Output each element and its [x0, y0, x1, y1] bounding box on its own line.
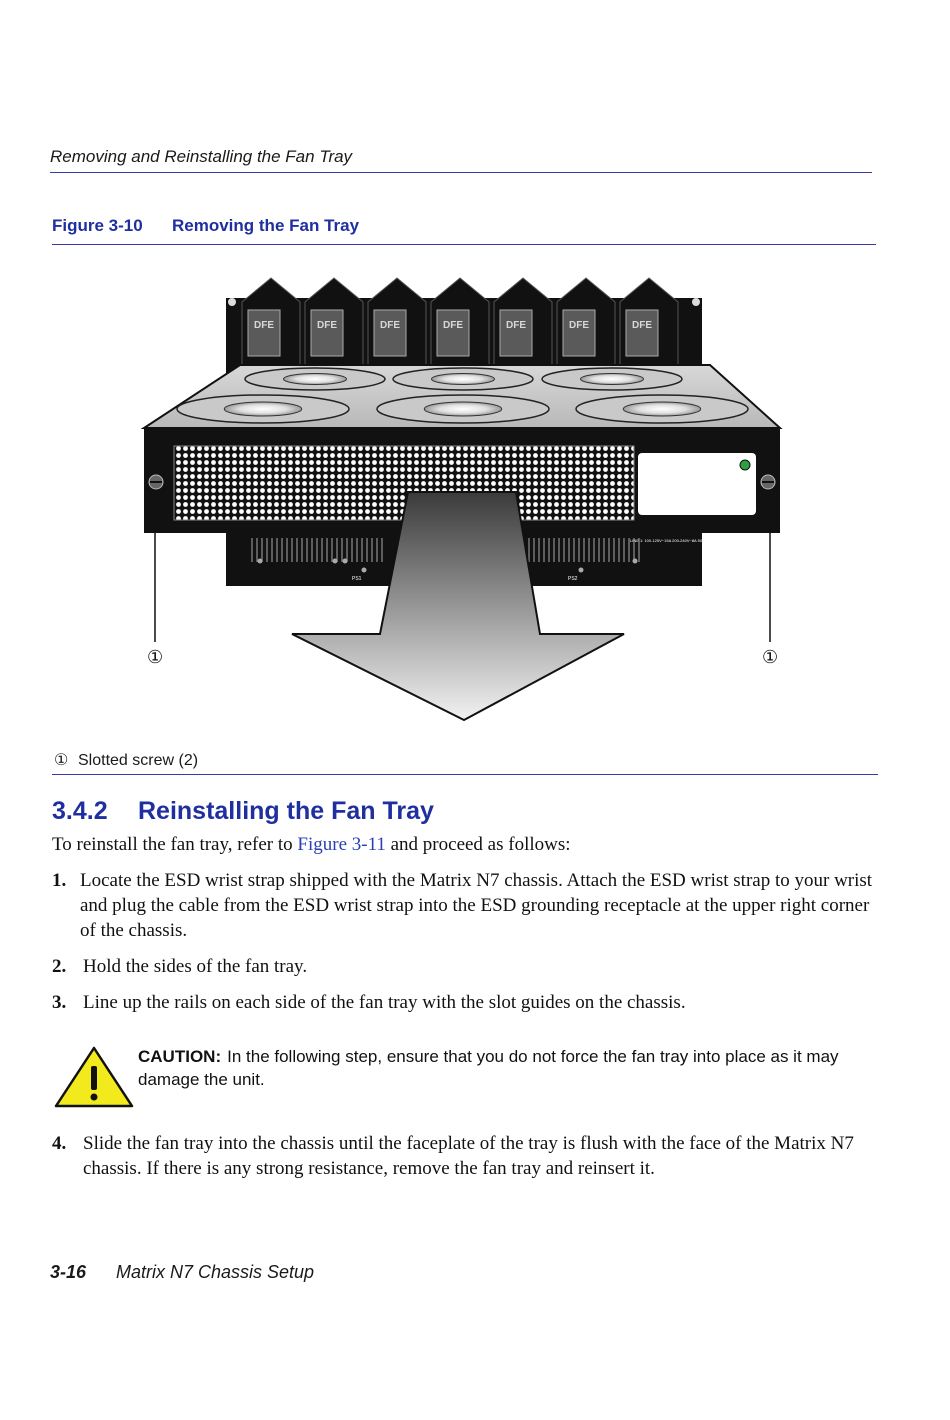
fan-tray-illustration	[140, 270, 790, 730]
dfe-module	[431, 278, 489, 365]
dfe-module	[242, 278, 300, 365]
dfe-module-label: DFE	[317, 320, 337, 331]
caution-body: In the following step, ensure that you do not force the fan tray into place as it may damage the unit.	[138, 1047, 839, 1089]
dfe-module	[305, 278, 363, 365]
dfe-module-label: DFE	[443, 320, 463, 331]
callout-right: ①	[762, 647, 779, 668]
fan-row	[177, 368, 748, 423]
dfe-module-label: DFE	[506, 320, 526, 331]
fan-hub	[284, 374, 347, 385]
step-text: Slide the fan tray into the chassis until the faceplate of the tray is flush with the face of the Matrix N7 chassis. If there is any strong resistance, remove the fan tray and reinsert it.	[83, 1133, 854, 1179]
module-row	[242, 278, 678, 365]
step-4	[52, 1131, 882, 1181]
figure-legend	[54, 750, 198, 770]
section-title: Reinstalling the Fan Tray	[138, 797, 434, 825]
fan-hub	[224, 402, 301, 416]
fan-hub	[623, 402, 700, 416]
caution-label: CAUTION:	[138, 1047, 222, 1066]
fan-hub	[432, 374, 495, 385]
dfe-module	[494, 278, 552, 365]
psu-label-2: PS2	[568, 576, 578, 582]
section-heading	[52, 797, 434, 826]
header-rule	[50, 172, 872, 173]
figure-caption	[52, 216, 359, 236]
figure-link[interactable]: Figure 3-11	[297, 834, 386, 855]
psu-label-1: PS1	[352, 576, 362, 582]
dfe-module	[368, 278, 426, 365]
intro-paragraph	[52, 832, 882, 857]
caution-note	[138, 1045, 878, 1091]
figure-title: Removing the Fan Tray	[172, 216, 360, 235]
dfe-module	[557, 278, 615, 365]
section-number: 3.4.2	[52, 797, 108, 825]
callout-left: ①	[147, 647, 164, 668]
step-2	[52, 954, 882, 979]
step-number: 4.	[52, 1133, 67, 1154]
legend-text: Slotted screw (2)	[78, 752, 199, 769]
dfe-module-label: DFE	[632, 320, 652, 331]
step-text: Locate the ESD wrist strap shipped with the Matrix N7 chassis. Attach the ESD wrist strap to your wrist and plug the cable from the ESD wrist strap into the ESD grounding receptacle at the upper right corner of the chassis.	[80, 870, 873, 941]
step-3	[52, 990, 882, 1015]
power-rating-label: LINE 1: 100-125V~15A 200-240V~8A 50/60Hz	[630, 538, 713, 543]
footer-title: Matrix N7 Chassis Setup	[116, 1262, 315, 1282]
dfe-module-label: DFE	[254, 320, 274, 331]
dfe-module	[620, 278, 678, 365]
warning-triangle-icon	[54, 1046, 134, 1108]
running-head: Removing and Reinstalling the Fan Tray	[50, 147, 353, 166]
step-text: Hold the sides of the fan tray.	[83, 956, 308, 977]
fan-hub	[581, 374, 644, 385]
figure-rule	[52, 244, 876, 245]
dfe-module-label: DFE	[569, 320, 589, 331]
step-number: 2.	[52, 956, 67, 977]
fan-hub	[424, 402, 501, 416]
legend-rule	[52, 774, 878, 775]
legend-callout: ①	[54, 752, 69, 769]
intro-text-after: and proceed as follows:	[385, 834, 571, 855]
step-number: 1.	[52, 870, 67, 891]
step-number: 3.	[52, 992, 67, 1013]
intro-text-before: To reinstall the fan tray, refer to	[52, 834, 298, 855]
page-footer	[50, 1262, 314, 1283]
dfe-module-label: DFE	[380, 320, 400, 331]
step-text: Line up the rails on each side of the fan tray with the slot guides on the chassis.	[83, 992, 686, 1013]
figure-number: Figure 3-10	[52, 216, 143, 235]
page-number: 3-16	[50, 1262, 87, 1282]
step-1	[52, 868, 882, 943]
